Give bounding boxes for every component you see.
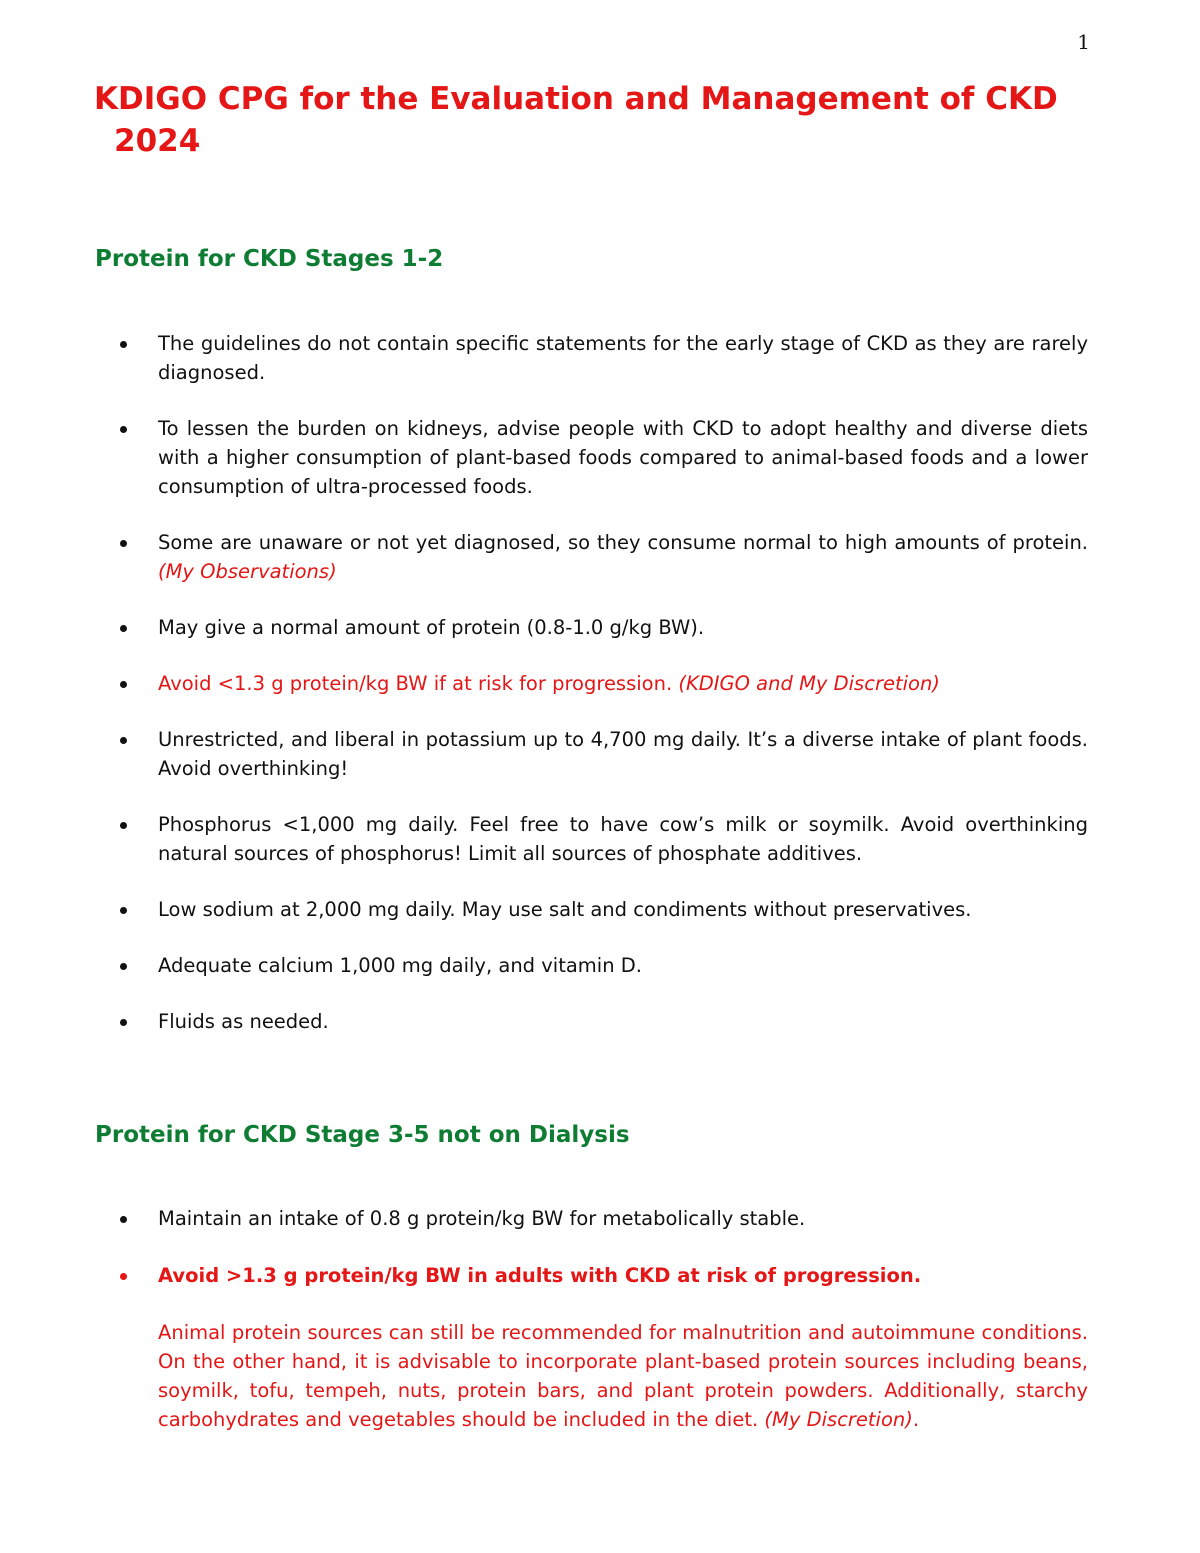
list-item-text: Avoid <1.3 g protein/kg BW if at risk for progression. <box>158 672 679 695</box>
section-heading-stage-3-5: Protein for CKD Stage 3-5 not on Dialysis <box>95 1122 630 1148</box>
note-text: Animal protein sources can still be recommended for malnutrition and autoimmune conditions. On the other hand, it is advisable to incorporate plant-based protein sources including beans, soymilk, tofu, tempeh, nuts, protein bars, and plant protein powders. Additionally, starchy carbohydrates and vegetables should be included in the diet. <box>158 1321 1088 1431</box>
title-year: 2024 <box>114 123 201 159</box>
list-item-text: To lessen the burden on kidneys, advise people with CKD to adopt healthy and diverse diets with a higher consumption of plant-based foods compared to animal-based foods and a lower consumption of ultra-processed foods. <box>158 417 1088 498</box>
list-item <box>118 951 1088 980</box>
list-item <box>118 414 1088 501</box>
stages-1-2-list <box>118 329 1088 1063</box>
source-note: (My Discretion) <box>764 1408 913 1431</box>
list-item <box>118 895 1088 924</box>
list-item-text: Fluids as needed. <box>158 1010 329 1033</box>
list-item-text: Low sodium at 2,000 mg daily. May use salt and condiments without preservatives. <box>158 898 972 921</box>
bullet-icon <box>120 1216 127 1223</box>
bullet-icon <box>120 625 127 632</box>
bullet-icon <box>120 426 127 433</box>
list-item <box>118 329 1088 387</box>
discretion-note <box>158 1318 1088 1434</box>
bullet-icon <box>120 822 127 829</box>
bullet-icon <box>120 907 127 914</box>
bullet-icon <box>120 1273 127 1280</box>
list-item <box>118 1007 1088 1036</box>
list-item-highlighted <box>118 669 1088 698</box>
bullet-icon <box>120 540 127 547</box>
list-item <box>118 725 1088 783</box>
list-item-text: The guidelines do not contain specific statements for the early stage of CKD as they are rarely diagnosed. <box>158 332 1088 384</box>
page-number: 1 <box>1077 30 1090 54</box>
bullet-icon <box>120 963 127 970</box>
bullet-icon <box>120 681 127 688</box>
list-item-text: Unrestricted, and liberal in potassium up to 4,700 mg daily. It’s a diverse intake of plant foods. Avoid overthinking! <box>158 728 1088 780</box>
list-item <box>118 613 1088 642</box>
stage-3-5-list <box>118 1204 1088 1318</box>
list-item <box>118 1204 1088 1233</box>
list-item-text: Some are unaware or not yet diagnosed, so they consume normal to high amounts of protein. <box>158 531 1088 554</box>
bullet-icon <box>120 1019 127 1026</box>
bullet-icon <box>120 737 127 744</box>
section-heading-stages-1-2: Protein for CKD Stages 1-2 <box>95 246 444 272</box>
list-item-text: Maintain an intake of 0.8 g protein/kg BW for metabolically stable. <box>158 1207 806 1230</box>
list-item-text: Phosphorus <1,000 mg daily. Feel free to have cow’s milk or soymilk. Avoid overthinking natural sources of phosphorus! Limit all sources of phosphate additives. <box>158 813 1088 865</box>
note-end: . <box>912 1408 920 1431</box>
list-item-text: Avoid >1.3 g protein/kg BW in adults with CKD at risk of progression. <box>158 1264 922 1287</box>
list-item <box>118 810 1088 868</box>
document-title <box>94 78 1104 162</box>
source-note: (KDIGO and My Discretion) <box>678 672 940 695</box>
list-item <box>118 528 1088 586</box>
bullet-icon <box>120 341 127 348</box>
source-note: (My Observations) <box>158 560 337 583</box>
list-item-text: Adequate calcium 1,000 mg daily, and vitamin D. <box>158 954 642 977</box>
title-text: KDIGO CPG for the Evaluation and Management of CKD <box>94 81 1058 117</box>
list-item-text: May give a normal amount of protein (0.8-1.0 g/kg BW). <box>158 616 705 639</box>
list-item-highlighted <box>118 1261 1088 1290</box>
